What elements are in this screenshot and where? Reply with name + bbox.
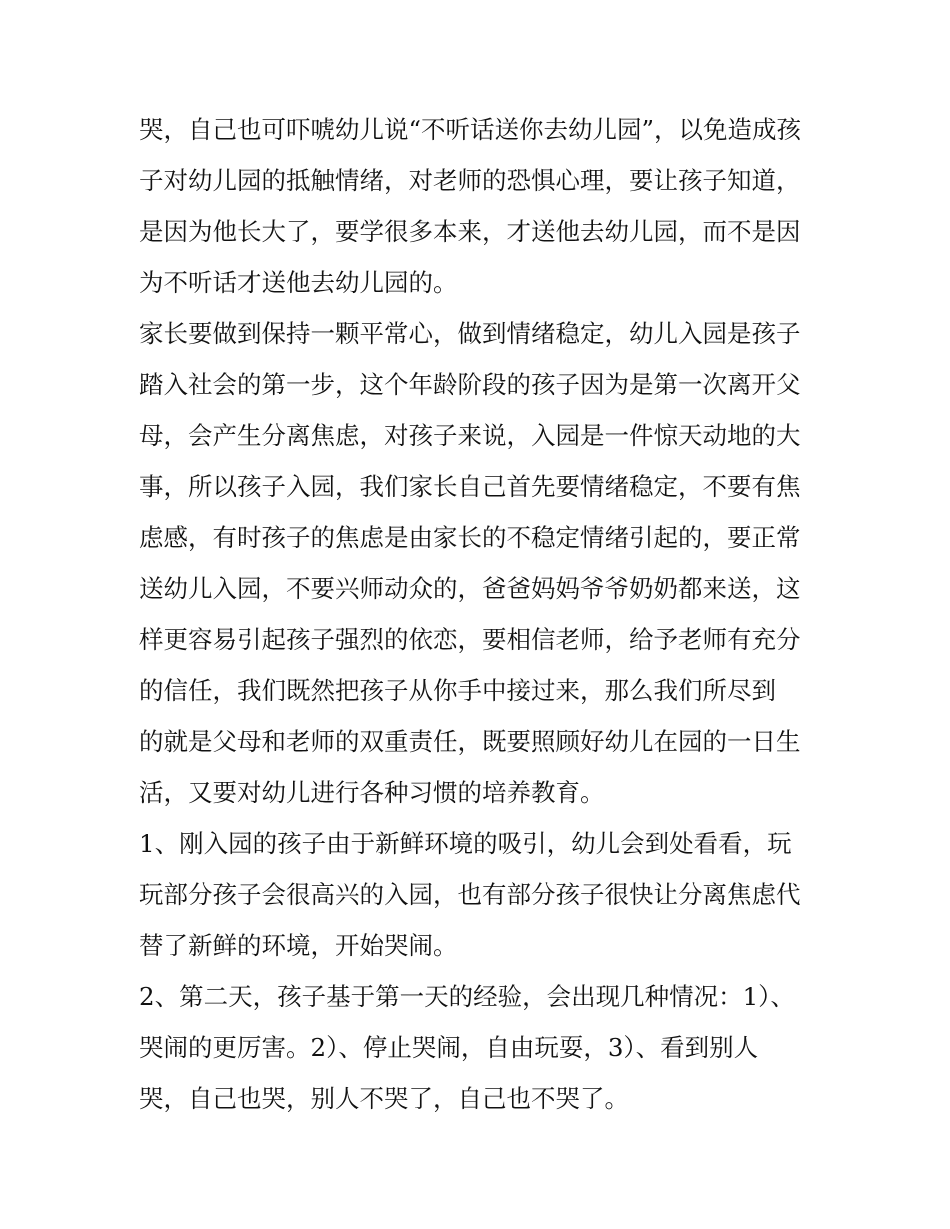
text-line: 2、第二天，孩子基于第一天的经验，会出现几种情况：1）、 (139, 982, 795, 1011)
text-line: 哭闹的更厉害。2）、停止哭闹，自由玩耍，3）、看到别人 (139, 1033, 759, 1062)
text-line: 活，又要对幼儿进行各种习惯的培养教育。 (139, 778, 605, 807)
text-line: 哭，自己也哭，别人不哭了，自己也不哭了。 (139, 1084, 629, 1113)
text-line: 1、刚入园的孩子由于新鲜环境的吸引，幼儿会到处看看，玩 (139, 829, 792, 858)
text-line: 事，所以孩子入园，我们家长自己首先要情绪稳定，不要有焦 (139, 472, 801, 501)
text-line: 送幼儿入园，不要兴师动众的，爸爸妈妈爷爷奶奶都来送，这 (139, 574, 801, 603)
text-line: 踏入社会的第一步，这个年龄阶段的孩子因为是第一次离开父 (139, 370, 801, 399)
text-line: 替了新鲜的环境，开始哭闹。 (139, 931, 458, 960)
text-line: 样更容易引起孩子强烈的依恋，要相信老师，给予老师有充分 (139, 625, 801, 654)
text-line: 的就是父母和老师的双重责任，既要照顾好幼儿在园的一日生 (139, 727, 801, 756)
text-line: 玩部分孩子会很高兴的入园，也有部分孩子很快让分离焦虑代 (139, 880, 801, 909)
text-line: 子对幼儿园的抵触情绪，对老师的恐惧心理，要让孩子知道， (139, 166, 801, 195)
text-line: 为不听话才送他去幼儿园的。 (139, 268, 458, 297)
document-body (139, 104, 819, 1124)
text-line: 的信任，我们既然把孩子从你手中接过来，那么我们所尽到 (139, 676, 776, 705)
text-line: 是因为他长大了，要学很多本来，才送他去幼儿园，而不是因 (139, 217, 801, 246)
text-line: 虑感，有时孩子的焦虑是由家长的不稳定情绪引起的，要正常 (139, 523, 801, 552)
text-line: 哭，自己也可吓唬幼儿说“不听话送你去幼儿园”，以免造成孩 (139, 115, 802, 144)
text-line: 家长要做到保持一颗平常心，做到情绪稳定，幼儿入园是孩子 (139, 319, 801, 348)
text-line: 母，会产生分离焦虑，对孩子来说，入园是一件惊天动地的大 (139, 421, 801, 450)
